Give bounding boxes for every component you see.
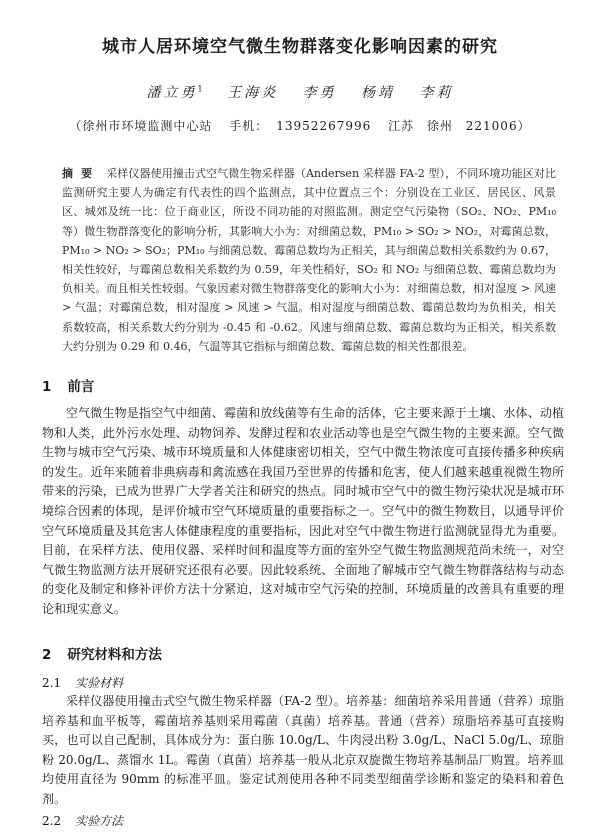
abstract-text: 采样仪器使用撞击式空气微生物采样器（Andersen 采样器 FA-2 型），不同环境功能区对比监测研究主要人为确定有代表性的四个监测点，其中位置点三个：分别设在工业区、居民区、风景区、城郊及统一比：位于商业区，所设不同功能的对照监测。测定空气污染物（SO₂、NO₂、PM₁₀等）微生物群落变化的影响分析，其影响大小为：对细菌总数，PM₁₀ > SO₂ > NO₂，对霉菌总数，PM₁₀ > NO₂ > SO₂；PM₁₀ 与细菌总数、霉菌总数均为正相关，其与细菌总数相关系数约为 0.67，相关性较好，与霉菌总数相关系数约为 0.59，年关性稍好，SO₂ 和 NO₂ 与细菌总数、霉菌总数均为负相关。而且相关性较弱。气象因素对微生物群落变化的影响大小为：对细菌总数，相对湿度 > 风速 > 气温；对霉菌总数，相对湿度 > 风速 > 气温。相对湿度与细菌总数、霉菌总数均为负相关，相关系数较高，相关系数大约分别为 -0.45 和 -0.62。风速与细菌总数、霉菌总数均为正相关，相关系数大约分别为 0.29 和 0.46，气温等其它指标与细菌总数、霉菌总数的相关性都很差。 bbox=[62, 167, 557, 353]
affiliation-city: 徐州 bbox=[426, 119, 453, 133]
author-list bbox=[0, 82, 600, 102]
author-name: 杨靖 bbox=[361, 85, 395, 101]
section-paragraph: 采样仪器使用撞击式空气微生物采样器（FA-2 型）。培养基：细菌培养采用普通（营养）琼脂培养基和血平板等，霉菌培养基则采用霉菌（真菌）培养基。普通（营养）琼脂培养基可直接购买，也可以自己配制，具体成分为：蛋白胨 10.0g/L、牛肉浸出粉 3.0g/L、NaCl 5.0g/L、琼脂粉 20.0g/L、蒸馏水 1L。霉菌（真菌）培养基一般从北京双旋微生物培养基制品厂购置。培养皿均使用直径为 90mm 的标准平皿。鉴定试剂使用各种不同类型细菌学诊断和鉴定的染料和着色剂。 bbox=[42, 694, 564, 806]
paper-title: 城市人居环境空气微生物群落变化影响因素的研究 bbox=[102, 37, 498, 57]
subsection-number: 2.2 bbox=[42, 814, 62, 828]
section-title: 研究材料和方法 bbox=[67, 647, 162, 663]
author-name: 王海炎 bbox=[227, 85, 279, 101]
affiliation bbox=[0, 117, 600, 134]
section-heading bbox=[42, 375, 94, 395]
affiliation-province: 江苏 bbox=[388, 119, 415, 133]
author-name: 李莉 bbox=[419, 85, 454, 101]
author-name: 潘立勇$^1$ bbox=[146, 84, 203, 101]
subsection-title: 实验方法 bbox=[75, 814, 124, 828]
abstract-label: 摘要 bbox=[62, 167, 101, 180]
section-number: 1 bbox=[42, 379, 52, 395]
affiliation-org: （徐州市环境监测中心站 bbox=[69, 119, 213, 133]
subsection-heading bbox=[42, 674, 123, 691]
section-heading bbox=[42, 643, 162, 663]
affiliation-postcode: 221006） bbox=[465, 119, 531, 133]
section-title: 前言 bbox=[67, 379, 95, 395]
subsection-heading bbox=[42, 812, 123, 829]
subsection-title: 实验材料 bbox=[75, 676, 124, 690]
subsection-number: 2.1 bbox=[42, 676, 62, 690]
section-number: 2 bbox=[42, 647, 52, 663]
abstract bbox=[62, 164, 556, 356]
affiliation-phone: 手机： 13952267996 bbox=[229, 119, 372, 133]
author-name: 李勇 bbox=[302, 85, 337, 101]
section-paragraph: 空气微生物是指空气中细菌、霉菌和放线菌等有生命的活体，它主要来源于土壤、水体、动植物和人类，此外污水处理、动物饲养、发酵过程和农业活动等也是空气微生物的主要来源。空气微生物与城市空气污染、城市环境质量和人体健康密切相关，空气中微生物浓度可直接传播多种疾病的发生。近年来随着非典病毒和禽流感在我国乃至世界的传播和危害，使人们越来越重视微生物所带来的污染，已成为世界广大学者关注和研究的热点。同时城市空气中的微生物污染状况是城市环境综合因素的体现，是评价城市空气环境质量的重要指标之一。空气中的微生物数目，以通导评价空气环境质量及其危害人体健康程度的重要指标，因此对空气中微生物进行监测就显得尤为重要。目前，在采样方法、使用仪器、采样时间和温度等方面的室外空气微生物监测规范尚未统一，对空气微生物监测方法开展研究还很有必要。因此较系统、全面地了解城市空气微生物群落结构与动态的变化及制定和修补评价方法十分紧迫，这对城市空气污染的控制，环境质量的改善具有重要的理论和现实意义。 bbox=[42, 406, 564, 616]
